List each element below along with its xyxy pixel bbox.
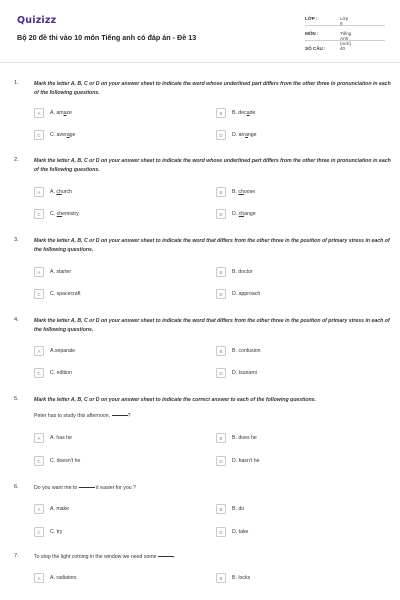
question-number: 1. bbox=[14, 80, 19, 86]
option-text: B. choose bbox=[232, 189, 256, 195]
option-text: D. arrange bbox=[232, 132, 257, 138]
question-number: 4. bbox=[14, 317, 19, 323]
answer-blank bbox=[112, 415, 128, 416]
option-text: A. has he bbox=[50, 435, 72, 441]
page-title: Bộ 20 đề thi vào 10 môn Tiếng anh có đáp án - Đề 13 bbox=[17, 33, 197, 42]
question-text: Mark the letter A, B, C or D on your answer sheet to indicate the correct answer to each of the following questions. bbox=[34, 397, 316, 403]
option-b[interactable] bbox=[216, 573, 366, 583]
option-text: C. average bbox=[50, 132, 76, 138]
option-text: A. church bbox=[50, 189, 72, 195]
option-letter-box: A bbox=[34, 433, 44, 443]
option-a[interactable] bbox=[34, 433, 184, 443]
meta-value: Tiếng Anh (mới) bbox=[340, 31, 352, 46]
option-letter-box: B bbox=[216, 504, 226, 514]
header-divider bbox=[0, 62, 400, 63]
option-letter-box: D bbox=[216, 527, 226, 537]
option-b[interactable] bbox=[216, 108, 366, 118]
option-text: A. radiators bbox=[50, 575, 77, 581]
option-text: B. confusion bbox=[232, 348, 261, 354]
option-d[interactable] bbox=[216, 289, 366, 299]
option-a[interactable] bbox=[34, 108, 184, 118]
option-letter-box: C bbox=[34, 456, 44, 466]
option-letter-box: B bbox=[216, 433, 226, 443]
option-letter-box: B bbox=[216, 573, 226, 583]
option-c[interactable] bbox=[34, 209, 184, 219]
option-letter-box: D bbox=[216, 289, 226, 299]
option-d[interactable] bbox=[216, 130, 366, 140]
quizizz-logo: Quizizz bbox=[17, 15, 57, 26]
option-b[interactable] bbox=[216, 504, 366, 514]
option-letter-box: A bbox=[34, 346, 44, 356]
question-text: Mark the letter A, B, C or D on your answer sheet to indicate the word whose underlined part differs from the other three in pronunciation in each of the following questions. bbox=[34, 81, 391, 96]
option-text: B. does he bbox=[232, 435, 257, 441]
option-letter-box: C bbox=[34, 368, 44, 378]
meta-divider bbox=[305, 40, 385, 41]
option-text: D. approach bbox=[232, 291, 261, 297]
question-number: 7. bbox=[14, 553, 19, 559]
question-number: 2. bbox=[14, 157, 19, 163]
option-text: B. do bbox=[232, 506, 245, 512]
question-text: To stop the light coming in the window we need some . bbox=[34, 554, 176, 560]
meta-label: LỚP : bbox=[305, 16, 318, 21]
option-text: A.separate bbox=[50, 348, 76, 354]
option-letter-box: D bbox=[216, 368, 226, 378]
option-text: A. make bbox=[50, 506, 70, 512]
option-letter-box: A bbox=[34, 187, 44, 197]
option-text: B. doctor bbox=[232, 269, 253, 275]
option-letter-box: B bbox=[216, 267, 226, 277]
option-d[interactable] bbox=[216, 209, 366, 219]
option-b[interactable] bbox=[216, 433, 366, 443]
question-text: Do you want me to it easier for you ? bbox=[34, 485, 136, 491]
question-text: Mark the letter A, B, C or D on your answer sheet to indicate the word that differs from the other three in the position of primary stress in each of the following questions. bbox=[34, 238, 390, 253]
option-letter-box: D bbox=[216, 209, 226, 219]
option-letter-box: B bbox=[216, 187, 226, 197]
meta-label: MÔN : bbox=[305, 31, 319, 36]
option-text: C. chemistry bbox=[50, 211, 79, 217]
option-a[interactable] bbox=[34, 187, 184, 197]
option-d[interactable] bbox=[216, 368, 366, 378]
option-c[interactable] bbox=[34, 368, 184, 378]
option-text: D. hasn't he bbox=[232, 458, 260, 464]
option-text: B. locks bbox=[232, 575, 251, 581]
option-letter-box: B bbox=[216, 346, 226, 356]
question-number: 5. bbox=[14, 396, 19, 402]
worksheet-header bbox=[0, 0, 400, 62]
meta-divider bbox=[305, 25, 385, 26]
option-letter-box: D bbox=[216, 130, 226, 140]
option-letter-box: C bbox=[34, 130, 44, 140]
option-a[interactable] bbox=[34, 346, 184, 356]
option-text: A. starter bbox=[50, 269, 72, 275]
option-text: D. tsunami bbox=[232, 370, 257, 376]
option-c[interactable] bbox=[34, 527, 184, 537]
option-a[interactable] bbox=[34, 504, 184, 514]
option-text: A. amaze bbox=[50, 110, 72, 116]
option-c[interactable] bbox=[34, 289, 184, 299]
question-sentence: Peter has to study this afternoon, ? bbox=[34, 413, 131, 419]
option-text: C. doesn't he bbox=[50, 458, 81, 464]
option-c[interactable] bbox=[34, 456, 184, 466]
option-c[interactable] bbox=[34, 130, 184, 140]
option-letter-box: A bbox=[34, 573, 44, 583]
option-letter-box: D bbox=[216, 456, 226, 466]
question-number: 6. bbox=[14, 484, 19, 490]
meta-label: SỐ CÂU : bbox=[305, 46, 326, 51]
option-text: C. try bbox=[50, 529, 63, 535]
option-letter-box: C bbox=[34, 527, 44, 537]
option-b[interactable] bbox=[216, 346, 366, 356]
answer-blank bbox=[158, 556, 174, 557]
option-d[interactable] bbox=[216, 527, 366, 537]
answer-blank bbox=[79, 487, 95, 488]
option-letter-box: A bbox=[34, 108, 44, 118]
option-letter-box: A bbox=[34, 504, 44, 514]
question-number: 3. bbox=[14, 237, 19, 243]
option-a[interactable] bbox=[34, 573, 184, 583]
question-text: Mark the letter A, B, C or D on your answer sheet to indicate the word that differs from the other three in the position of primary stress in each of the following questions. bbox=[34, 318, 390, 333]
option-letter-box: C bbox=[34, 289, 44, 299]
option-text: C. edition bbox=[50, 370, 72, 376]
option-text: C. spacecraft bbox=[50, 291, 81, 297]
option-letter-box: B bbox=[216, 108, 226, 118]
question-text: Mark the letter A, B, C or D on your answer sheet to indicate the word whose underlined part differs from the other three in pronunciation in each of the following questions. bbox=[34, 158, 391, 173]
option-text: D. take bbox=[232, 529, 249, 535]
option-b[interactable] bbox=[216, 187, 366, 197]
option-a[interactable] bbox=[34, 267, 184, 277]
meta-value: Lớp 9 bbox=[340, 16, 349, 26]
option-text: D. change bbox=[232, 211, 256, 217]
meta-value: 40 bbox=[340, 46, 346, 51]
option-b[interactable] bbox=[216, 267, 366, 277]
option-text: B. decade bbox=[232, 110, 256, 116]
option-letter-box: A bbox=[34, 267, 44, 277]
option-letter-box: C bbox=[34, 209, 44, 219]
option-d[interactable] bbox=[216, 456, 366, 466]
